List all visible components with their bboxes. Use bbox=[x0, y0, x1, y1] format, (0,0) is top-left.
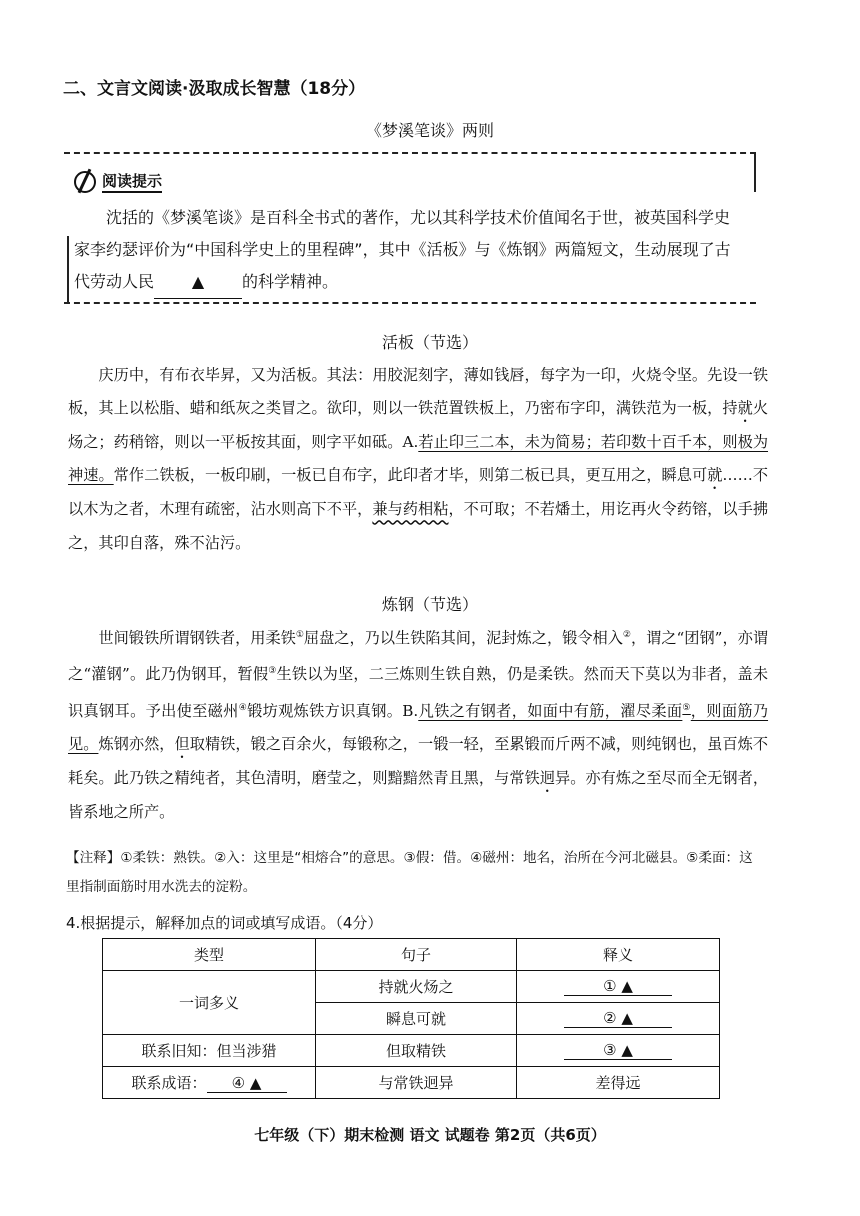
hint-text-after: 的科学精神。 bbox=[242, 272, 339, 291]
hint-text-before: 沈括的《梦溪笔谈》是百科全书式的著作，尤以其科学技术价值闻名于世，被英国科学史家李约瑟评价为“中国科学史上的里程碑”，其中《活板》与《炼钢》两篇短文，生动展现了古代劳动人民 bbox=[74, 208, 731, 291]
note-ref-4: ④ bbox=[238, 702, 248, 713]
dotted-word-jiong: 迥 bbox=[539, 768, 555, 787]
huoban-passage bbox=[68, 359, 768, 560]
hint-blank[interactable]: ▲ bbox=[154, 266, 242, 299]
liangang-title: 炼钢（节选） bbox=[381, 595, 478, 614]
idiom-label: 联系成语： bbox=[131, 1074, 207, 1092]
table-row bbox=[103, 1035, 720, 1067]
pen-circle-icon bbox=[74, 171, 96, 193]
sentence-cell: 但取精铁 bbox=[316, 1035, 517, 1067]
answer-cell[interactable] bbox=[517, 1035, 720, 1067]
table-header: 句子 bbox=[316, 939, 517, 971]
liangang-text-4: 生铁以为坚，二三炼则生铁自熟，仍是柔铁。然而天下莫以为非者，盖未识真钢耳。予出使至磁州 bbox=[68, 665, 769, 720]
note-ref-2: ② bbox=[622, 630, 631, 640]
underlined-sentence-a: 若止印三二本，未为简易；若印数十百千本，则极为神速。 bbox=[68, 433, 769, 485]
question-4-prompt: 4.根据提示，解释加点的词或填写成语。（4分） bbox=[66, 914, 383, 932]
table-header: 释义 bbox=[517, 939, 720, 971]
hint-border-left bbox=[67, 236, 69, 304]
dotted-word-jiu-2: 就 bbox=[707, 466, 723, 485]
answer-cell[interactable] bbox=[517, 971, 720, 1003]
note-ref-1: ① bbox=[295, 630, 304, 640]
table-row bbox=[103, 971, 720, 1003]
table-row bbox=[103, 1067, 720, 1099]
hint-border-bottom bbox=[64, 302, 756, 304]
type-cell: 一词多义 bbox=[103, 971, 316, 1035]
huoban-title: 活板（节选） bbox=[381, 333, 478, 352]
answer-cell[interactable] bbox=[517, 1003, 720, 1035]
liangang-text-6: 炼钢亦然， bbox=[98, 734, 175, 753]
liangang-text-7: 取精铁，锻之百余火，每锻称之，一锻一轻，至累锻而斤两不减，则纯钢也，虽百炼不耗矣。此乃铁之精纯者，其色清明，磨莹之，则黯黯然青且黑，与常铁 bbox=[68, 734, 769, 787]
sentence-label-a: A. bbox=[402, 433, 419, 452]
sentence-cell: 瞬息可就 bbox=[316, 1003, 517, 1035]
hint-text bbox=[74, 202, 744, 299]
answer-blank-4[interactable]: ④ ▲ bbox=[207, 1074, 287, 1093]
note-ref-5: ⑤ bbox=[682, 702, 691, 713]
reading-hint-box bbox=[64, 152, 756, 304]
liangang-text-5: 锻坊观炼铁方识真钢。 bbox=[247, 701, 403, 720]
answer-blank-2[interactable]: ② ▲ bbox=[564, 1009, 672, 1028]
underlined-sentence-b-1: 凡铁之有钢者，如面中有筋，濯尽柔面 bbox=[418, 701, 683, 720]
note-ref-3: ③ bbox=[268, 666, 277, 677]
hint-label: 阅读提示 bbox=[102, 172, 162, 193]
wavy-underlined-phrase: 兼与药相粘 bbox=[372, 500, 449, 519]
underlined-sentence-b-2: ，则面筋乃见。 bbox=[68, 701, 769, 753]
liangang-text-1: 世间锻铁所谓钢铁者，用柔铁 bbox=[98, 629, 296, 648]
answer-blank-3[interactable]: ③ ▲ bbox=[564, 1041, 672, 1060]
huoban-text-2: 火炀之；药稍镕，则以一平板按其面，则字平如砥。 bbox=[68, 399, 769, 452]
type-cell: 联系旧知：但当涉猎 bbox=[103, 1035, 316, 1067]
table-header-row bbox=[103, 939, 720, 971]
huoban-text-3: 常作二铁板，一板印刷，一板已自布字，此印者才毕，则第二板已具，更互用之，瞬息可 bbox=[113, 466, 708, 485]
liangang-text-3: ，谓之“团钢”，亦谓之“灌钢”。此乃伪钢耳，暂假 bbox=[68, 629, 769, 684]
type-cell bbox=[103, 1067, 316, 1099]
annotations: 【注释】①柔铁：熟铁。②入：这里是“相熔合”的意思。③假：借。④磁州：地名，治所在今河北磁县。⑤柔面：这里指制面筋时用水洗去的淀粉。 bbox=[66, 850, 753, 895]
section-title: 二、文言文阅读·汲取成长智慧（18分） bbox=[63, 79, 366, 99]
sentence-cell: 持就火炀之 bbox=[316, 971, 517, 1003]
table-header: 类型 bbox=[103, 939, 316, 971]
huoban-text-5: ，不可取；不若燔土，用讫再火令药镕，以手拂之，其印自落，殊不沾污。 bbox=[68, 500, 769, 552]
dotted-word-jiu-1: 就 bbox=[737, 399, 753, 418]
liangang-text-2: 屈盘之，乃以生铁陷其间，泥封炼之，锻令相入 bbox=[303, 629, 623, 648]
answer-blank-1[interactable]: ① ▲ bbox=[564, 977, 672, 996]
sentence-label-b: B. bbox=[402, 701, 419, 720]
document-title: 《梦溪笔谈》两则 bbox=[365, 121, 494, 140]
hint-border-right bbox=[754, 152, 756, 192]
hint-border-top bbox=[64, 152, 756, 154]
dotted-word-dan: 但 bbox=[174, 734, 190, 753]
huoban-text-4: ……不以木为之者，木理有疏密，沾水则高下不平， bbox=[68, 466, 768, 519]
huoban-text-1: 庆历中，有布衣毕昇，又为活板。其法：用胶泥刻字，薄如钱唇，每字为一印，火烧令坚。先设一铁板，其上以松脂、蜡和纸灰之类冒之。欲印，则以一铁范置铁板上，乃密布字印，满铁范为一板，持 bbox=[68, 366, 768, 418]
sentence-cell: 与常铁迥异 bbox=[316, 1067, 517, 1099]
hint-header bbox=[74, 170, 162, 193]
answer-cell: 差得远 bbox=[517, 1067, 720, 1099]
page-footer: 七年级（下）期末检测 语文 试题卷 第2页（共6页） bbox=[254, 1126, 606, 1144]
liangang-text-8: 异。亦有炼之至尽而全无钢者，皆系地之所产。 bbox=[68, 768, 769, 821]
liangang-passage bbox=[68, 619, 768, 829]
answer-table bbox=[102, 938, 720, 1099]
